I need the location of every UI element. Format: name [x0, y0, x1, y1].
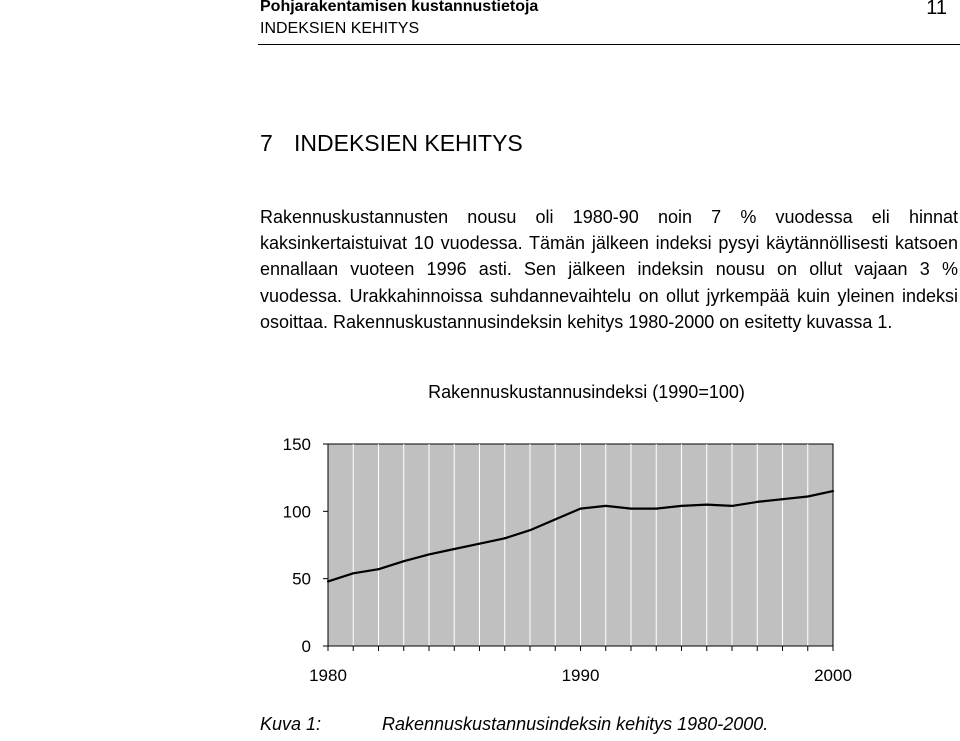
- data-point: [504, 537, 506, 539]
- caption-label: Kuva 1:: [260, 714, 322, 734]
- running-header-subtitle: INDEKSIEN KEHITYS: [260, 20, 420, 37]
- data-point: [453, 548, 455, 550]
- data-point: [352, 572, 354, 574]
- y-tick-label: 100: [282, 502, 311, 522]
- data-point: [403, 560, 405, 562]
- page-number: 11: [926, 0, 947, 19]
- y-tick-label: 0: [301, 637, 311, 656]
- x-tick-label: 2000: [814, 666, 852, 685]
- data-point: [706, 504, 708, 506]
- caption-text: Rakennuskustannusindeksin kehitys 1980-2000.: [382, 714, 769, 734]
- section-number: 7: [260, 130, 273, 156]
- data-point: [655, 508, 657, 510]
- y-tick-label: 150: [282, 435, 311, 454]
- data-point: [377, 568, 379, 570]
- x-tick-label: 1990: [561, 666, 600, 685]
- running-header-title: Pohjarakentamisen kustannustietoja: [260, 0, 539, 15]
- data-point: [579, 508, 581, 510]
- x-tick-label: 1980: [309, 666, 347, 685]
- chart-title: Rakennuskustannusindeksi (1990=100): [428, 382, 745, 402]
- data-point: [832, 490, 834, 492]
- data-point: [327, 580, 329, 582]
- data-point: [428, 553, 430, 555]
- figure-caption: [260, 714, 768, 735]
- data-point: [731, 505, 733, 507]
- data-point: [605, 505, 607, 507]
- data-point: [478, 543, 480, 545]
- section-title: INDEKSIEN KEHITYS: [294, 130, 523, 156]
- body-paragraph: Rakennuskustannusten nousu oli 1980-90 noin 7 % vuodessa eli hinnat kaksinkertaistuivat 10 vuodessa. Tämän jälkeen indeksi pysyi käytännöllisesti katsoen ennallaan vuoteen 1996 asti. Sen jälkeen indeksin nousu on ollut vajaan 3 % vuodessa. Urakkahinnoissa suhdannevaihtelu on ollut jyrkempää kuin yleinen indeksi osoittaa. Rakennuskustannusindeksin kehitys 1980-2000 on esitetty kuvassa 1.: [260, 207, 958, 332]
- data-point: [554, 518, 556, 520]
- data-point: [807, 495, 809, 497]
- data-point: [756, 501, 758, 503]
- data-point: [630, 508, 632, 510]
- y-tick-label: 50: [292, 569, 311, 589]
- data-point: [781, 498, 783, 500]
- data-point: [680, 505, 682, 507]
- data-point: [529, 529, 531, 531]
